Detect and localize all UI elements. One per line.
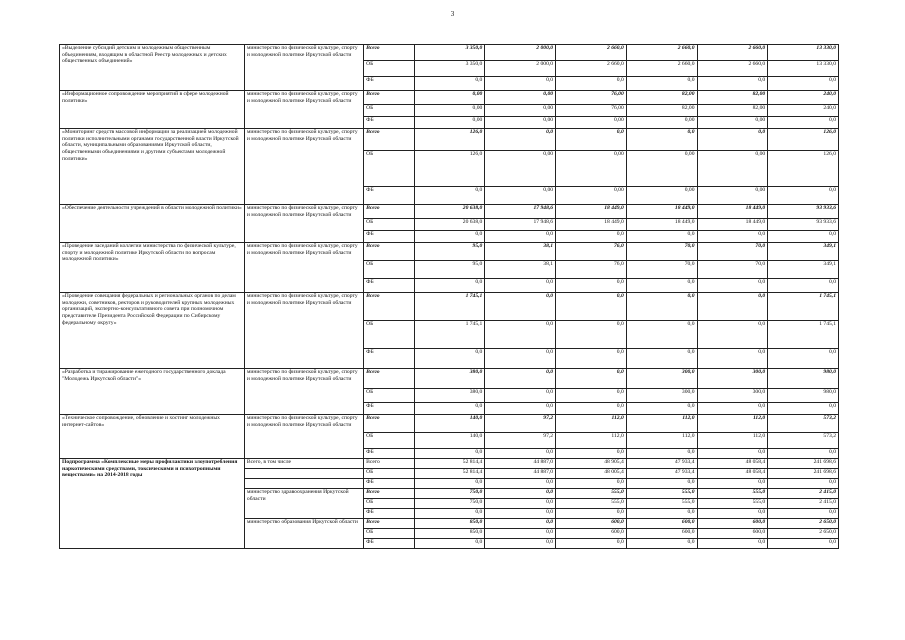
amount-cell: 600,0 [697, 529, 768, 539]
table-row [60, 91, 839, 105]
amount-cell: 0,0 [626, 77, 697, 91]
amount-cell: 2 660,0 [697, 61, 768, 77]
table-row [60, 45, 839, 61]
amount-cell: 600,0 [626, 529, 697, 539]
amount-cell: 0,0 [414, 479, 485, 489]
amount-cell: 70,0 [626, 261, 697, 279]
responsible-org: министерство по физической культуре, спорту и молодежной политике Иркутской области [244, 45, 363, 91]
amount-cell: 48 905,4 [556, 459, 627, 469]
funding-source: Всего [364, 205, 415, 219]
amount-cell: 70,0 [697, 261, 768, 279]
amount-cell: 0,0 [485, 231, 556, 243]
amount-cell: 2 650,0 [768, 529, 839, 539]
event-name: «Обеспечение деятельности учреждений в области молодежной политики» [60, 205, 245, 243]
amount-cell: 112,0 [556, 433, 627, 449]
amount-cell: 0,00 [556, 117, 627, 129]
amount-cell: 1 745,1 [414, 321, 485, 349]
event-name: «Информационное сопровождение мероприятий в сфере молодежной политики» [60, 91, 245, 129]
table-row [60, 459, 839, 469]
amount-cell: 95,0 [414, 243, 485, 261]
amount-cell: 0,0 [697, 539, 768, 549]
amount-cell: 0,0 [768, 279, 839, 293]
amount-cell: 380,0 [414, 389, 485, 403]
page-number: 3 [450, 10, 455, 18]
funding-source: ОБ [364, 219, 415, 231]
funding-source: Всего [364, 293, 415, 321]
amount-cell: 18 449,0 [626, 205, 697, 219]
amount-cell: 0,00 [697, 151, 768, 187]
amount-cell: 0,0 [485, 509, 556, 519]
table-row [60, 369, 839, 389]
amount-cell: 850,0 [414, 519, 485, 529]
amount-cell: 18 449,0 [626, 219, 697, 231]
amount-cell: 0,0 [626, 293, 697, 321]
amount-cell: 0,0 [626, 231, 697, 243]
amount-cell: 600,0 [697, 519, 768, 529]
funding-source: Всего [364, 519, 415, 529]
amount-cell: 3 350,0 [414, 45, 485, 61]
amount-cell: 0,0 [556, 279, 627, 293]
amount-cell: 0,0 [485, 539, 556, 549]
amount-cell: 0,0 [485, 321, 556, 349]
funding-source: Всего [364, 489, 415, 499]
amount-cell: 76,00 [556, 105, 627, 117]
amount-cell: 2 660,0 [626, 45, 697, 61]
amount-cell: 750,0 [414, 499, 485, 509]
amount-cell: 0,0 [414, 187, 485, 205]
amount-cell: 0,0 [485, 479, 556, 489]
amount-cell: 0,0 [768, 509, 839, 519]
amount-cell: 750,0 [414, 489, 485, 499]
funding-source: ОБ [364, 499, 415, 509]
funding-source: ОБ [364, 105, 415, 117]
amount-cell: 0,0 [556, 389, 627, 403]
amount-cell: 0,0 [697, 293, 768, 321]
table-row [60, 415, 839, 433]
amount-cell: 2 415,0 [768, 489, 839, 499]
event-name: «Выделение субсидий детским и молодежным общественным объединениям, входящим в областной Реестр молодежных и детских общественных объединений» [60, 45, 245, 91]
responsible-org: министерство по физической культуре, спорту и молодежной политике Иркутской области [244, 415, 363, 459]
amount-cell: 0,0 [768, 539, 839, 549]
amount-cell: 555,0 [626, 489, 697, 499]
amount-cell: 126,0 [414, 151, 485, 187]
responsible-org [244, 479, 363, 489]
responsible-org: министерство здравоохранения Иркутской области [244, 489, 363, 519]
amount-cell: 573,2 [768, 415, 839, 433]
amount-cell: 0,0 [697, 129, 768, 151]
amount-cell: 0,0 [556, 77, 627, 91]
responsible-org: министерство по физической культуре, спорту и молодежной политике Иркутской области [244, 369, 363, 415]
amount-cell: 18 449,0 [697, 205, 768, 219]
funding-source: ОБ [364, 389, 415, 403]
amount-cell: 112,0 [626, 415, 697, 433]
amount-cell: 0,0 [697, 279, 768, 293]
amount-cell: 3 350,0 [414, 61, 485, 77]
amount-cell: 0,0 [626, 403, 697, 415]
amount-cell: 0,0 [556, 479, 627, 489]
amount-cell: 0,0 [768, 231, 839, 243]
table-row [60, 205, 839, 219]
amount-cell: 18 449,0 [556, 205, 627, 219]
funding-source: ФБ [364, 117, 415, 129]
table-row [60, 243, 839, 261]
amount-cell: 0,0 [626, 509, 697, 519]
amount-cell: 76,0 [556, 243, 627, 261]
amount-cell: 140,0 [414, 415, 485, 433]
amount-cell: 48 058,4 [697, 469, 768, 479]
amount-cell: 17 948,6 [485, 205, 556, 219]
amount-cell: 0,00 [626, 151, 697, 187]
funding-source: ФБ [364, 539, 415, 549]
amount-cell: 1 745,1 [414, 293, 485, 321]
amount-cell: 0,0 [485, 489, 556, 499]
amount-cell: 0,0 [697, 77, 768, 91]
funding-source: Всего [364, 459, 415, 469]
amount-cell: 0,00 [414, 117, 485, 129]
amount-cell: 0,0 [485, 369, 556, 389]
funding-source: ФБ [364, 403, 415, 415]
budget-table [59, 44, 839, 549]
amount-cell: 0,0 [485, 529, 556, 539]
amount-cell: 300,0 [626, 389, 697, 403]
amount-cell: 0,00 [697, 117, 768, 129]
amount-cell: 0,0 [626, 349, 697, 369]
amount-cell: 0,0 [556, 129, 627, 151]
amount-cell: 70,0 [697, 243, 768, 261]
amount-cell: 44 887,0 [485, 469, 556, 479]
amount-cell: 0,00 [414, 105, 485, 117]
amount-cell: 0,0 [556, 293, 627, 321]
amount-cell: 600,0 [556, 519, 627, 529]
funding-source: ФБ [364, 449, 415, 459]
responsible-org: министерство образования Иркутской области [244, 519, 363, 549]
amount-cell: 0,00 [485, 151, 556, 187]
amount-cell: 0,0 [485, 449, 556, 459]
amount-cell: 0,00 [414, 91, 485, 105]
amount-cell: 82,00 [697, 91, 768, 105]
amount-cell: 112,0 [626, 433, 697, 449]
table-row [60, 129, 839, 151]
funding-source: ОБ [364, 151, 415, 187]
amount-cell: 0,00 [485, 187, 556, 205]
amount-cell: 0,00 [556, 151, 627, 187]
amount-cell: 1 745,1 [768, 293, 839, 321]
amount-cell: 48 058,4 [697, 459, 768, 469]
amount-cell: 0,0 [485, 403, 556, 415]
amount-cell: 82,00 [626, 105, 697, 117]
responsible-org: министерство по физической культуре, спорту и молодежной политике Иркутской области [244, 293, 363, 369]
amount-cell: 980,0 [768, 369, 839, 389]
event-name: «Проведение совещания федеральных и региональных органов по делам молодежи, советников, ректоров и руководителей крупных молодежных организаций, экспертно-консультативного совета при полномочном представителе Президента Российской Федерации по Сибирскому федеральному округу» [60, 293, 245, 369]
funding-source: Всего [364, 91, 415, 105]
amount-cell: 2 660,0 [697, 45, 768, 61]
amount-cell: 0,0 [626, 479, 697, 489]
amount-cell: 600,0 [626, 519, 697, 529]
amount-cell: 38,1 [485, 261, 556, 279]
amount-cell: 980,0 [768, 389, 839, 403]
amount-cell: 44 887,0 [485, 459, 556, 469]
amount-cell: 0,00 [485, 91, 556, 105]
amount-cell: 18 449,0 [556, 219, 627, 231]
funding-source: ОБ [364, 433, 415, 449]
amount-cell: 97,2 [485, 433, 556, 449]
amount-cell: 0,00 [626, 187, 697, 205]
amount-cell: 2 660,0 [626, 61, 697, 77]
amount-cell: 82,00 [697, 105, 768, 117]
responsible-org [244, 469, 363, 479]
amount-cell: 0,00 [485, 105, 556, 117]
funding-source: Всего [364, 369, 415, 389]
amount-cell: 20 638,0 [414, 205, 485, 219]
amount-cell: 0,0 [626, 449, 697, 459]
amount-cell: 0,0 [697, 479, 768, 489]
amount-cell: 0,0 [485, 389, 556, 403]
amount-cell: 0,0 [626, 129, 697, 151]
amount-cell: 18 449,0 [697, 219, 768, 231]
amount-cell: 0,0 [697, 449, 768, 459]
event-name: «Техническое сопровождение, обновление и хостинг молодежных интернет-сайтов» [60, 415, 245, 459]
amount-cell: 2 000,0 [485, 61, 556, 77]
funding-source: Всего [364, 129, 415, 151]
funding-source: ОБ [364, 321, 415, 349]
amount-cell: 47 933,4 [626, 469, 697, 479]
amount-cell: 0,0 [697, 403, 768, 415]
amount-cell: 13 330,0 [768, 61, 839, 77]
amount-cell: 0,0 [485, 349, 556, 369]
amount-cell: 112,0 [697, 433, 768, 449]
amount-cell: 0,0 [414, 403, 485, 415]
amount-cell: 300,0 [697, 389, 768, 403]
amount-cell: 0,0 [626, 539, 697, 549]
amount-cell: 0,00 [556, 187, 627, 205]
amount-cell: 850,0 [414, 529, 485, 539]
amount-cell: 555,0 [626, 499, 697, 509]
amount-cell: 0,00 [485, 117, 556, 129]
amount-cell: 240,0 [768, 105, 839, 117]
amount-cell: 70,0 [626, 243, 697, 261]
amount-cell: 349,1 [768, 261, 839, 279]
amount-cell: 76,0 [556, 261, 627, 279]
amount-cell: 0,0 [556, 539, 627, 549]
amount-cell: 0,0 [414, 539, 485, 549]
funding-source: ОБ [364, 529, 415, 539]
amount-cell: 0,0 [768, 187, 839, 205]
amount-cell: 0,0 [556, 231, 627, 243]
amount-cell: 20 638,0 [414, 219, 485, 231]
funding-source: Всего [364, 45, 415, 61]
amount-cell: 2 660,0 [556, 61, 627, 77]
funding-source: ОБ [364, 61, 415, 77]
amount-cell: 38,1 [485, 243, 556, 261]
funding-source: ФБ [364, 231, 415, 243]
funding-source: ОБ [364, 261, 415, 279]
amount-cell: 0,0 [556, 321, 627, 349]
amount-cell: 47 933,4 [626, 459, 697, 469]
amount-cell: 0,0 [626, 279, 697, 293]
funding-source: ФБ [364, 77, 415, 91]
amount-cell: 0,0 [768, 449, 839, 459]
amount-cell: 1 745,1 [768, 321, 839, 349]
amount-cell: 0,0 [768, 403, 839, 415]
amount-cell: 0,0 [485, 293, 556, 321]
amount-cell: 93 933,6 [768, 205, 839, 219]
amount-cell: 126,0 [768, 129, 839, 151]
amount-cell: 0,0 [626, 321, 697, 349]
amount-cell: 0,0 [556, 449, 627, 459]
amount-cell: 0,0 [485, 77, 556, 91]
amount-cell: 0,00 [697, 187, 768, 205]
responsible-org: министерство по физической культуре, спорту и молодежной политике Иркутской области [244, 129, 363, 205]
amount-cell: 0,0 [697, 349, 768, 369]
funding-source: Всего [364, 243, 415, 261]
funding-source: ФБ [364, 279, 415, 293]
amount-cell: 76,00 [556, 91, 627, 105]
amount-cell: 0,0 [697, 509, 768, 519]
funding-source: ФБ [364, 349, 415, 369]
subprogram-name: Подпрограмма «Комплексные меры профилактики злоупотребления наркотическими средствами, токсическими и психотропными веществами» на 2014-2018 годы [60, 459, 245, 549]
amount-cell: 0,0 [556, 403, 627, 415]
responsible-org: министерство по физической культуре, спорту и молодежной политике Иркутской области [244, 91, 363, 129]
amount-cell: 600,0 [556, 529, 627, 539]
amount-cell: 0,0 [414, 449, 485, 459]
amount-cell: 0,0 [556, 509, 627, 519]
amount-cell: 240,0 [768, 91, 839, 105]
amount-cell: 126,0 [768, 151, 839, 187]
amount-cell: 555,0 [556, 499, 627, 509]
amount-cell: 241 698,6 [768, 469, 839, 479]
amount-cell: 97,2 [485, 415, 556, 433]
amount-cell: 300,0 [697, 369, 768, 389]
amount-cell: 0,0 [414, 349, 485, 369]
budget-table-body [60, 45, 839, 549]
amount-cell: 140,0 [414, 433, 485, 449]
amount-cell: 241 698,6 [768, 459, 839, 469]
amount-cell: 0,0 [768, 349, 839, 369]
amount-cell: 52 814,4 [414, 469, 485, 479]
amount-cell: 349,1 [768, 243, 839, 261]
amount-cell: 0,0 [697, 321, 768, 349]
amount-cell: 2 000,0 [485, 45, 556, 61]
amount-cell: 555,0 [697, 489, 768, 499]
amount-cell: 0,0 [556, 369, 627, 389]
event-name: «Разработка и тиражирование ежегодного государственного доклада "Молодежь Иркутской области"» [60, 369, 245, 415]
amount-cell: 555,0 [556, 489, 627, 499]
amount-cell: 13 330,0 [768, 45, 839, 61]
amount-cell: 0,0 [768, 77, 839, 91]
amount-cell: 555,0 [697, 499, 768, 509]
responsible-org: Всего, в том числе [244, 459, 363, 469]
amount-cell: 300,0 [626, 369, 697, 389]
amount-cell: 0,0 [414, 279, 485, 293]
amount-cell: 0,0 [414, 231, 485, 243]
amount-cell: 112,0 [697, 415, 768, 433]
funding-source: ФБ [364, 479, 415, 489]
amount-cell: 0,0 [485, 519, 556, 529]
funding-source: ФБ [364, 187, 415, 205]
amount-cell: 380,0 [414, 369, 485, 389]
event-name: «Мониторинг средств массовой информации за реализацией молодежной политики исполнительными органами государственной власти Иркутской области, муниципальными образованиями Иркутской области, общественными объединениями и другими субъектами молодежной политики» [60, 129, 245, 205]
amount-cell: 2 660,0 [556, 45, 627, 61]
table-row [60, 293, 839, 321]
amount-cell: 0,0 [485, 279, 556, 293]
amount-cell: 17 948,6 [485, 219, 556, 231]
amount-cell: 2 650,0 [768, 519, 839, 529]
funding-source: ФБ [364, 509, 415, 519]
amount-cell: 0,0 [697, 231, 768, 243]
amount-cell: 93 933,6 [768, 219, 839, 231]
amount-cell: 112,0 [556, 415, 627, 433]
amount-cell: 0,0 [768, 479, 839, 489]
responsible-org: министерство по физической культуре, спорту и молодежной политике Иркутской области [244, 205, 363, 243]
event-name: «Проведение заседаний коллегии министерства по физической культуре, спорту и молодежной политике Иркутской области по вопросам молодежной политики» [60, 243, 245, 293]
amount-cell: 0,0 [414, 77, 485, 91]
amount-cell: 573,2 [768, 433, 839, 449]
funding-source: ОБ [364, 469, 415, 479]
amount-cell: 126,0 [414, 129, 485, 151]
amount-cell: 82,00 [626, 91, 697, 105]
responsible-org: министерство по физической культуре, спорту и молодежной политике Иркутской области [244, 243, 363, 293]
amount-cell: 52 814,4 [414, 459, 485, 469]
amount-cell: 2 415,0 [768, 499, 839, 509]
funding-source: Всего [364, 415, 415, 433]
amount-cell: 0,0 [485, 499, 556, 509]
amount-cell: 95,0 [414, 261, 485, 279]
amount-cell: 0,00 [626, 117, 697, 129]
amount-cell: 0,0 [556, 349, 627, 369]
amount-cell: 0,0 [768, 117, 839, 129]
amount-cell: 0,0 [485, 129, 556, 151]
amount-cell: 0,0 [414, 509, 485, 519]
amount-cell: 48 005,4 [556, 469, 627, 479]
